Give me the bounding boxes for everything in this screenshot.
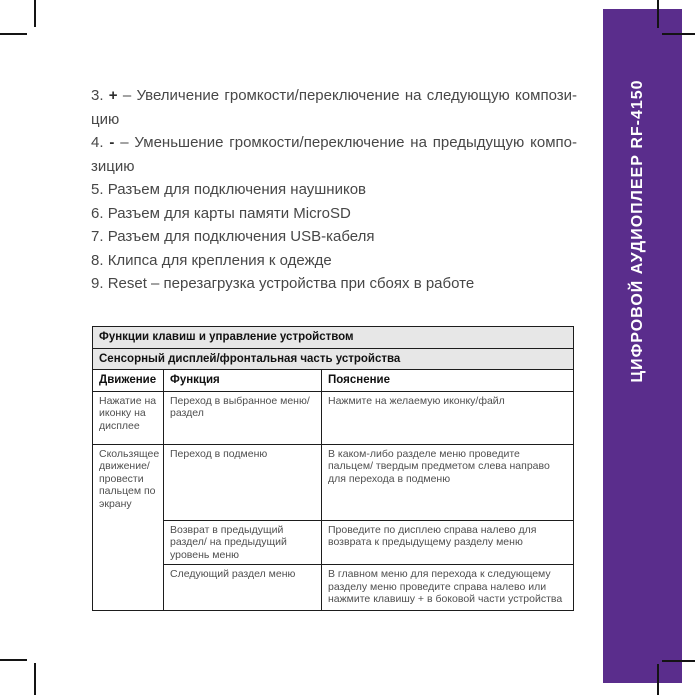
list-line — [91, 178, 577, 202]
table-subtitle-row — [93, 348, 574, 370]
list-line-prefix: 6. — [91, 204, 108, 222]
cell-explanation: В каком-либо разделе меню проведите пальцем/ твердым предметом слева направо для перехода в подменю — [322, 444, 574, 520]
cell-explanation: Проведите по дисплею справа налево для возврата к предыдущему разделу меню — [322, 520, 574, 565]
crop-mark-top-right-vertical — [657, 0, 659, 28]
list-line-prefix: 3. — [91, 87, 109, 104]
column-header-explanation: Пояснение — [322, 370, 574, 392]
list-line-text: – Уменьшение громкости/переключение на предыдущую компо- — [114, 134, 577, 151]
table-row — [93, 565, 574, 611]
crop-mark-top-left-vertical — [34, 0, 36, 27]
list-line-prefix: 7. — [91, 228, 108, 245]
cell-explanation: Нажмите на желаемую иконку/файл — [322, 391, 574, 444]
list-line-prefix: 4. — [91, 134, 110, 151]
table-header-row — [93, 370, 574, 392]
list-line-text: зицию — [91, 157, 135, 175]
list-line-text: Разъем для подключения наушников — [107, 181, 367, 198]
list-line-text: Разъем для карты памяти MicroSD — [107, 204, 351, 222]
table-row — [93, 520, 574, 565]
table-subtitle: Сенсорный дисплей/фронтальная часть устройства — [93, 348, 574, 370]
cell-explanation: В главном меню для перехода к следующему разделу меню проведите справа налево или нажмите клавишу + в боковой части устройства — [322, 565, 574, 611]
list-line-prefix: 9. — [91, 275, 108, 292]
minus-key-symbol: - — [109, 134, 115, 151]
list-line-text: – Увеличение громкости/переключение на следующую компози- — [117, 87, 577, 104]
column-header-movement: Движение — [93, 370, 164, 392]
cell-function: Переход в подменю — [164, 444, 322, 520]
column-header-function: Функция — [164, 370, 322, 392]
list-line-text: Reset – перезагрузка устройства при сбоях в работе — [107, 275, 475, 292]
list-line-text: Разъем для подключения USB-кабеля — [107, 228, 375, 245]
plus-key-symbol: + — [108, 87, 118, 104]
crop-mark-bottom-left-horizontal — [0, 659, 27, 661]
cell-function: Возврат в предыдущий раздел/ на предыдущий уровень меню — [164, 520, 322, 565]
list-line-text: Клипса для крепления к одежде — [107, 251, 332, 269]
list-line — [91, 225, 577, 249]
table-title: Функции клавиш и управление устройством — [93, 327, 574, 349]
list-line — [91, 202, 577, 226]
table-row — [93, 444, 574, 520]
list-line — [91, 272, 577, 296]
crop-mark-bottom-left-vertical — [34, 663, 36, 695]
crop-mark-top-right-horizontal — [662, 33, 695, 35]
cell-function: Переход в выбранное меню/ раздел — [164, 391, 322, 444]
cell-function: Следующий раздел меню — [164, 565, 322, 611]
list-line — [91, 131, 577, 155]
list-line — [91, 84, 577, 108]
list-line-prefix: 8. — [91, 251, 108, 269]
list-line — [91, 249, 577, 273]
crop-mark-top-left-horizontal — [0, 33, 27, 35]
side-bar-model-label: ЦИФРОВОЙ АУДИОПЛЕЕР RF-4150 — [629, 79, 646, 383]
cell-movement: Нажатие на иконку на дисплее — [93, 391, 164, 444]
list-line — [91, 155, 577, 179]
crop-mark-bottom-right-vertical — [657, 664, 659, 695]
table-row — [93, 391, 574, 444]
feature-list — [91, 84, 577, 296]
crop-mark-bottom-right-horizontal — [662, 660, 695, 662]
list-line-text: цию — [91, 110, 120, 128]
list-line-prefix: 5. — [91, 181, 108, 198]
table-title-row — [93, 327, 574, 349]
key-functions-table — [92, 326, 574, 611]
cell-movement: Скользящее движение/ провести пальцем по экрану — [93, 444, 164, 611]
list-line — [91, 108, 577, 132]
